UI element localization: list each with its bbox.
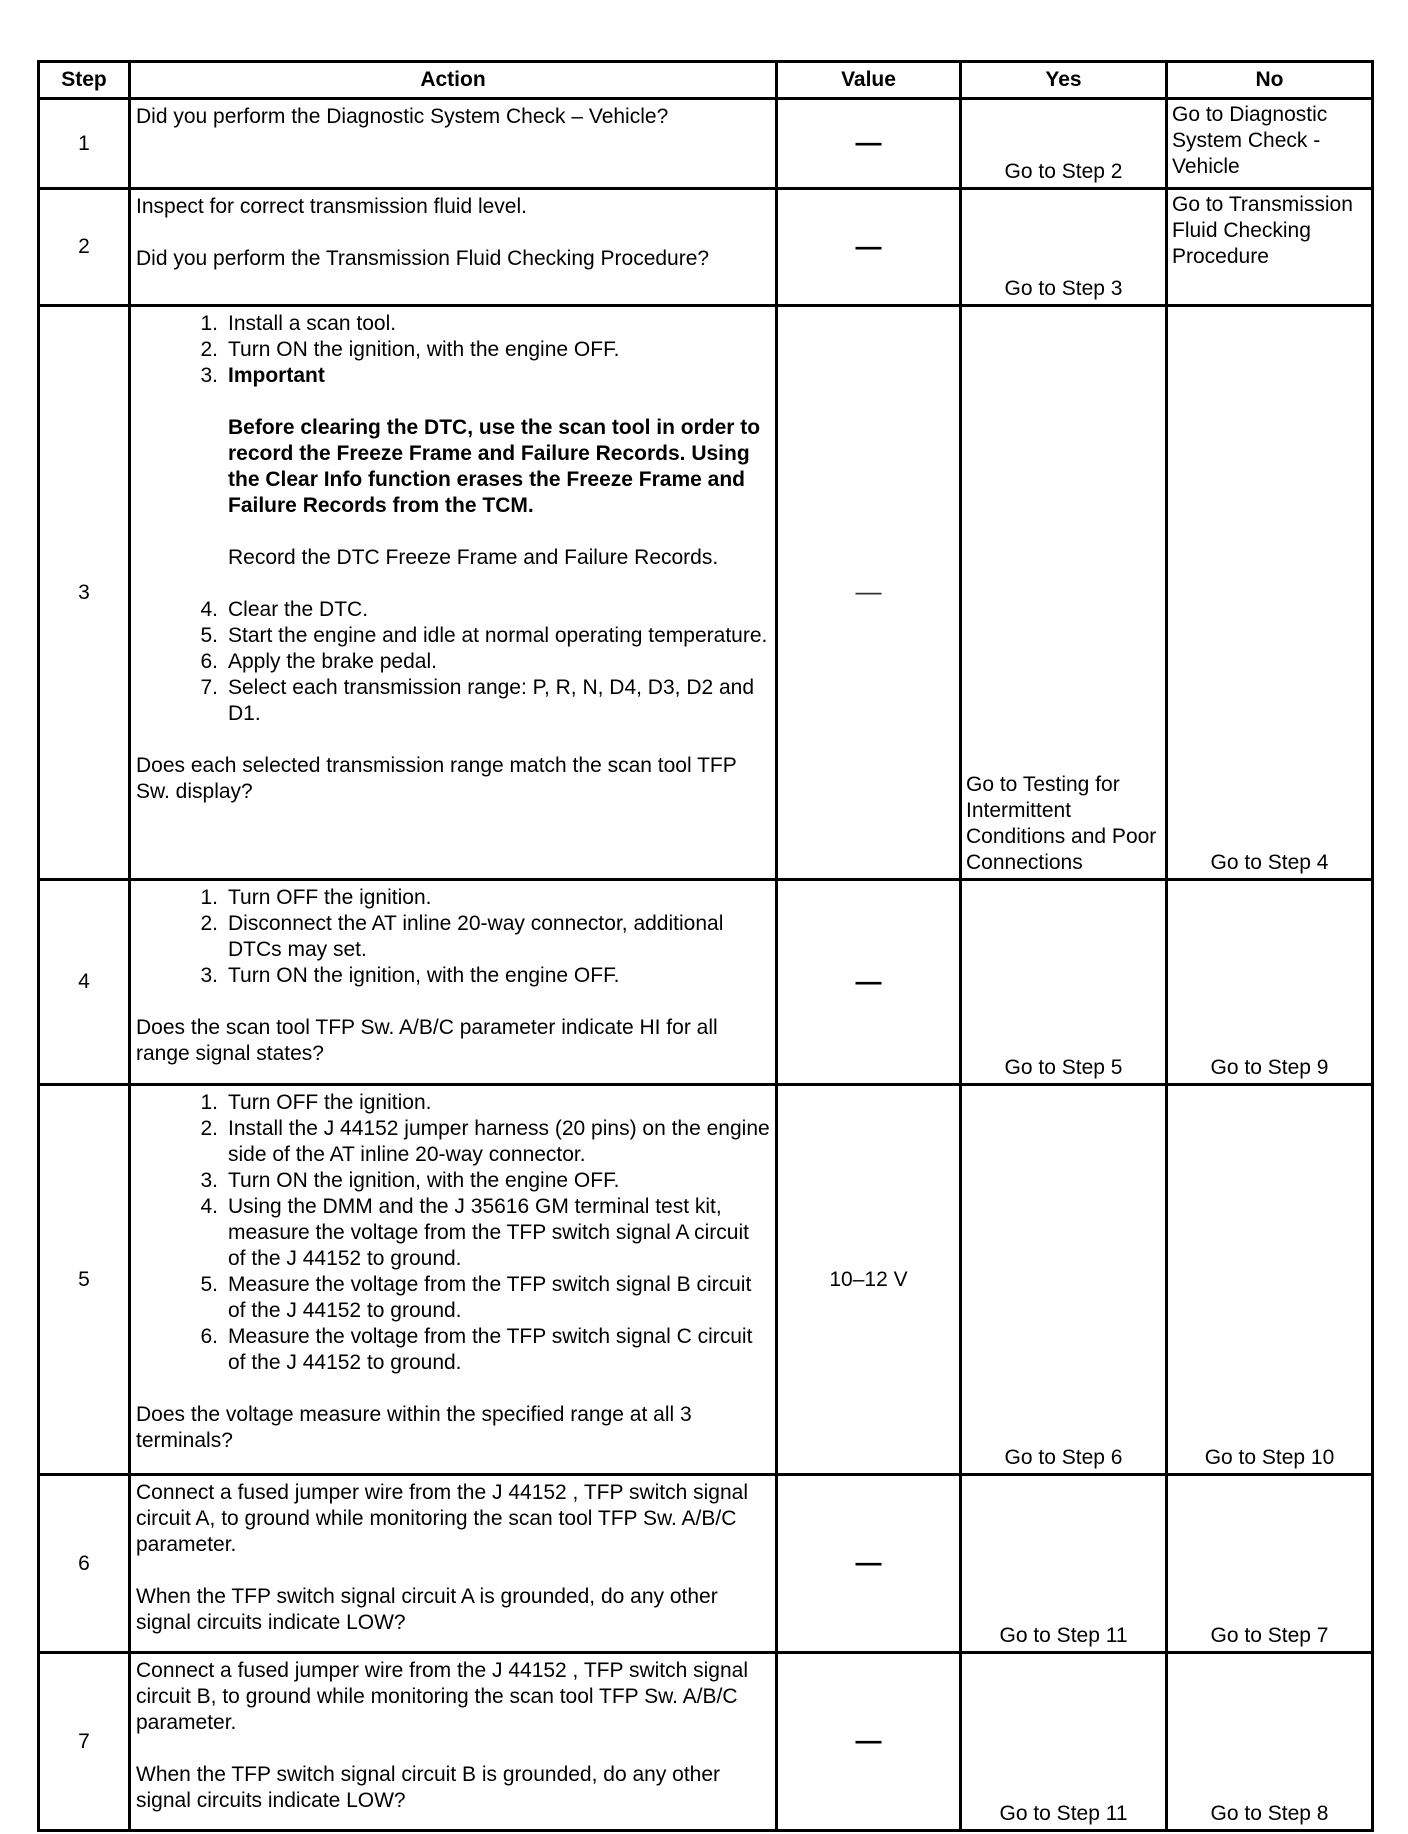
question-text: When the TFP switch signal circuit B is grounded, do any other signal circuits indicate LOW? (136, 1763, 721, 1812)
value-cell (777, 306, 961, 880)
question-text: Does each selected transmission range match the scan tool TFP Sw. display? (136, 754, 737, 803)
step-number: 3 (39, 306, 130, 880)
step-list (136, 597, 770, 727)
list-item: 7. Select each transmission range: P, R, N, D4, D3, D2 and D1. (200, 676, 755, 725)
list-item: 5. Measure the voltage from the TFP switch signal B circuit of the J 44152 to ground. (200, 1273, 752, 1322)
list-item: 5. Start the engine and idle at normal operating temperature. (200, 624, 768, 647)
value-cell: 10–12 V (777, 1085, 961, 1475)
list-item: 2. Install the J 44152 jumper harness (20 pins) on the engine side of the AT inline 20-way connector. (200, 1117, 770, 1166)
step-number: 1 (39, 99, 130, 189)
question-text: Did you perform the Transmission Fluid Checking Procedure? (136, 247, 710, 270)
question-text: When the TFP switch signal circuit A is grounded, do any other signal circuits indicate LOW? (136, 1585, 718, 1634)
value-cell (777, 1475, 961, 1653)
step-number: 6 (39, 1475, 130, 1653)
yes-cell: Go to Testing for Intermittent Conditions and Poor Connections (961, 306, 1167, 880)
yes-cell: Go to Step 11 (961, 1475, 1167, 1653)
question-text: Did you perform the Diagnostic System Check – Vehicle? (136, 105, 669, 128)
action-cell (130, 1085, 777, 1475)
no-cell: Go to Step 8 (1167, 1653, 1373, 1831)
value-cell (777, 880, 961, 1085)
no-cell: Go to Step 9 (1167, 880, 1373, 1085)
question-text: Does the scan tool TFP Sw. A/B/C parameter indicate HI for all range signal states? (136, 1016, 718, 1065)
list-item: 2. Disconnect the AT inline 20-way connector, additional DTCs may set. (200, 912, 724, 961)
value-cell (777, 1653, 961, 1831)
list-item: 3. Turn ON the ignition, with the engine OFF. (200, 1169, 620, 1192)
no-cell: Go to Transmission Fluid Checking Procedure (1167, 189, 1373, 306)
list-item: 2. Turn ON the ignition, with the engine OFF. (200, 338, 620, 361)
list-item: 3. Important (200, 364, 325, 387)
action-cell (130, 306, 777, 880)
list-item: 3. Turn ON the ignition, with the engine OFF. (200, 964, 620, 987)
yes-cell: Go to Step 11 (961, 1653, 1167, 1831)
table-row-step-4 (39, 880, 1373, 1085)
list-item: 6. Apply the brake pedal. (200, 650, 437, 673)
value-cell (777, 189, 961, 306)
important-note: Before clearing the DTC, use the scan tool in order to record the Freeze Frame and Failure Records. Using the Clear Info function erases the Freeze Frame and Failure Records from the TCM. (228, 416, 761, 517)
step-list (136, 885, 770, 989)
action-cell (130, 99, 777, 189)
no-cell: Go to Step 4 (1167, 306, 1373, 880)
header-action: Action (130, 62, 777, 99)
list-item: 1. Turn OFF the ignition. (200, 1091, 432, 1114)
table-row-step-7 (39, 1653, 1373, 1831)
list-item: 4. Clear the DTC. (200, 598, 369, 621)
action-cell (130, 880, 777, 1085)
value-text: — (855, 1725, 882, 1755)
action-text: Inspect for correct transmission fluid level. (136, 195, 527, 218)
record-note: Record the DTC Freeze Frame and Failure Records. (228, 546, 719, 569)
table-row-step-6 (39, 1475, 1373, 1653)
value-text: — (855, 1547, 882, 1577)
action-cell (130, 1653, 777, 1831)
value-cell (777, 99, 961, 189)
yes-cell: Go to Step 3 (961, 189, 1167, 306)
no-cell: Go to Step 10 (1167, 1085, 1373, 1475)
value-text: — (855, 230, 882, 261)
header-step: Step (39, 62, 130, 99)
step-number: 4 (39, 880, 130, 1085)
action-cell (130, 1475, 777, 1653)
diagnostic-table-page (37, 60, 1371, 1832)
step-number: 7 (39, 1653, 130, 1831)
value-text: — (855, 576, 882, 606)
yes-cell: Go to Step 5 (961, 880, 1167, 1085)
value-text: — (855, 127, 882, 157)
step-number: 2 (39, 189, 130, 306)
table-row-step-2 (39, 189, 1373, 306)
header-no: No (1167, 62, 1373, 99)
step-list (136, 1090, 770, 1376)
table-row-step-5 (39, 1085, 1373, 1475)
list-item: 6. Measure the voltage from the TFP switch signal C circuit of the J 44152 to ground. (200, 1325, 753, 1374)
list-item: 4. Using the DMM and the J 35616 GM terminal test kit, measure the voltage from the TFP switch signal A circuit of the J 44152 to ground. (200, 1195, 749, 1270)
yes-cell: Go to Step 2 (961, 99, 1167, 189)
step-list (136, 311, 770, 389)
step-number: 5 (39, 1085, 130, 1475)
action-text: Connect a fused jumper wire from the J 44152 , TFP switch signal circuit A, to ground while monitoring the scan tool TFP Sw. A/B/C parameter. (136, 1481, 749, 1556)
value-text: — (855, 965, 882, 996)
header-value: Value (777, 62, 961, 99)
list-item: 1. Turn OFF the ignition. (200, 886, 432, 909)
header-row (39, 62, 1373, 99)
table-row-step-3 (39, 306, 1373, 880)
diagnostic-table (37, 60, 1374, 1832)
yes-cell: Go to Step 6 (961, 1085, 1167, 1475)
no-cell: Go to Step 7 (1167, 1475, 1373, 1653)
table-row-step-1 (39, 99, 1373, 189)
question-text: Does the voltage measure within the specified range at all 3 terminals? (136, 1403, 692, 1452)
header-yes: Yes (961, 62, 1167, 99)
list-item: 1. Install a scan tool. (200, 312, 397, 335)
action-cell (130, 189, 777, 306)
no-cell: Go to Diagnostic System Check - Vehicle (1167, 99, 1373, 189)
action-text: Connect a fused jumper wire from the J 44152 , TFP switch signal circuit B, to ground while monitoring the scan tool TFP Sw. A/B/C parameter. (136, 1659, 749, 1734)
